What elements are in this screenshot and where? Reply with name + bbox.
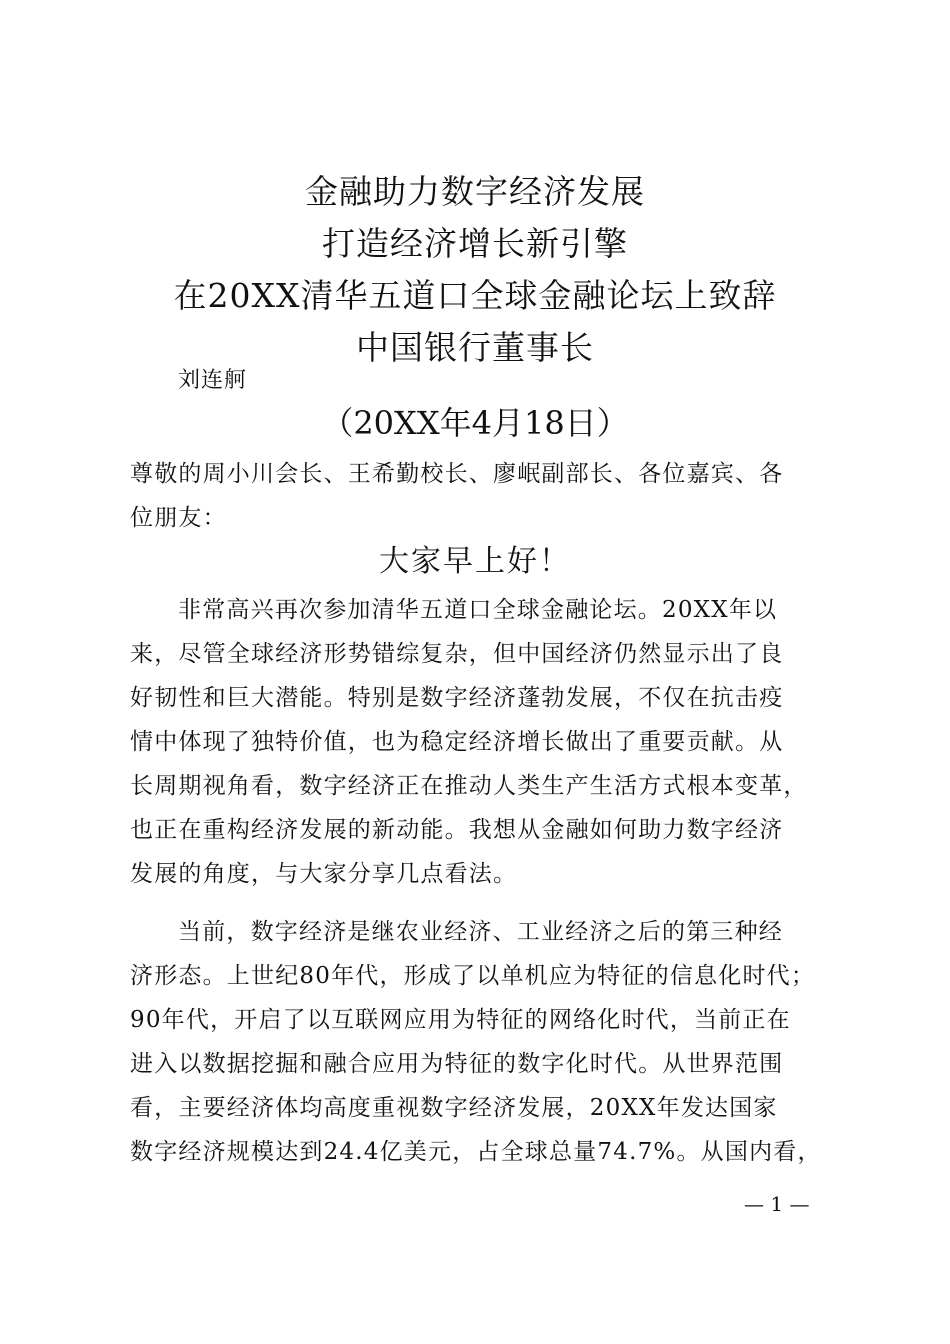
paragraph-line: 看，主要经济体均高度重视数字经济发展，20XX年发达国家: [130, 1095, 778, 1121]
greeting-line: 尊敬的周小川会长、王希勤校长、廖岷副部长、各位嘉宾、各: [130, 461, 784, 487]
paragraph-line: 进入以数据挖掘和融合应用为特征的数字化时代。从世界范围: [130, 1051, 784, 1077]
paragraph-line: 情中体现了独特价值，也为稳定经济增长做出了重要贡献。从: [130, 729, 784, 755]
paragraph-line: 90年代，开启了以互联网应用为特征的网络化时代，当前正在: [130, 1007, 791, 1033]
title-line: 中国银行董事长: [356, 328, 594, 367]
paragraph-line: 好韧性和巨大潜能。特别是数字经济蓬勃发展，不仅在抗击疫: [130, 685, 784, 711]
document-title: [0, 166, 950, 374]
paragraph: [130, 588, 830, 896]
title-line: 打造经济增长新引擎: [322, 224, 628, 263]
paragraph-line: 也正在重构经济发展的新动能。我想从金融如何助力数字经济: [130, 817, 784, 843]
paragraph-line: 发展的角度，与大家分享几点看法。: [130, 861, 518, 887]
title-line: 金融助力数字经济发展: [305, 172, 645, 211]
paragraph-line: 数字经济规模达到24.4亿美元，占全球总量74.7%。从国内看，: [130, 1139, 822, 1165]
greeting: [130, 452, 830, 540]
paragraph-line: 长周期视角看，数字经济正在推动人类生产生活方式根本变革，: [130, 773, 808, 799]
paragraph-line: 济形态。上世纪80年代，形成了以单机应为特征的信息化时代；: [130, 963, 816, 989]
paragraph-line: 当前，数字经济是继农业经济、工业经济之后的第三种经: [178, 919, 783, 945]
page-number: — 1 —: [744, 1192, 810, 1216]
salutation: 大家早上好！: [379, 544, 571, 579]
author-name: 刘连舸: [178, 368, 248, 393]
speech-date: （20XX年4月18日）: [321, 404, 629, 442]
paragraph-line: 非常高兴再次参加清华五道口全球金融论坛。20XX年以: [178, 597, 778, 623]
paragraph: [130, 910, 830, 1174]
greeting-line: 位朋友：: [130, 505, 227, 531]
title-line: 在20XX清华五道口全球金融论坛上致辞: [173, 276, 777, 315]
paragraph-line: 来，尽管全球经济形势错综复杂，但中国经济仍然显示出了良: [130, 641, 784, 667]
